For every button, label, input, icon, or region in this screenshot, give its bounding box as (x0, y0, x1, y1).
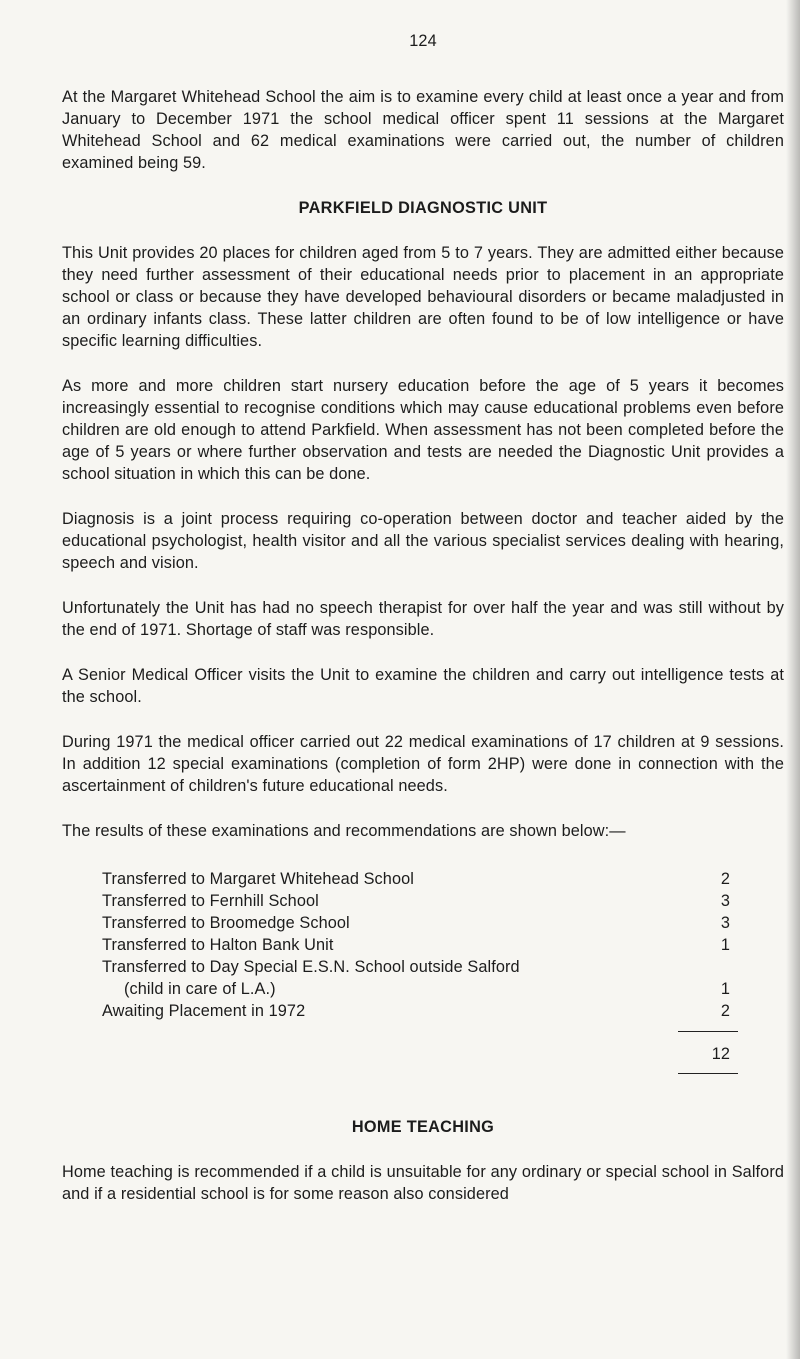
results-list (102, 868, 730, 1074)
list-item (102, 934, 730, 956)
list-item (102, 1000, 730, 1022)
paragraph-home-teaching: Home teaching is recommended if a child is unsuitable for any ordinary or special school in Salford and if a residential school is for some reason also considered (62, 1163, 784, 1203)
paragraph-senior-medical-officer: A Senior Medical Officer visits the Unit to examine the children and carry out intelligence tests at the school. (62, 666, 784, 706)
result-label: Transferred to Broomedge School (102, 914, 350, 932)
total-row (102, 1043, 730, 1065)
total-rule-top (678, 1031, 738, 1032)
paragraph-examinations-1971: During 1971 the medical officer carried out 22 medical examinations of 17 children at 9 sessions. In addition 12 special examinations (completion of form 2HP) were done in connection with the ascertainment of children's future educational needs. (62, 733, 784, 795)
result-label: (child in care of L.A.) (124, 980, 276, 998)
list-item (102, 890, 730, 912)
result-label: Transferred to Day Special E.S.N. School outside Salford (102, 958, 520, 976)
paragraph-speech-therapist: Unfortunately the Unit has had no speech therapist for over half the year and was still without by the end of 1971. Shortage of staff was responsible. (62, 599, 784, 639)
paragraph-results-intro: The results of these examinations and recommendations are shown below:— (62, 822, 626, 840)
paragraph-nursery-education: As more and more children start nursery education before the age of 5 years it becomes increasingly essential to recognise conditions which may cause educational problems even before children are old enough to attend Parkfield. When assessment has not been completed before the age of 5 years or where further observation and tests are needed the Diagnostic Unit provides a school situation in which this can be done. (62, 377, 784, 483)
result-label: Transferred to Margaret Whitehead School (102, 870, 414, 888)
result-count: 2 (720, 1002, 730, 1020)
heading-parkfield-diagnostic-unit: PARKFIELD DIAGNOSTIC UNIT (298, 199, 548, 217)
result-count (700, 956, 730, 978)
result-count: 3 (720, 914, 730, 932)
result-label: Awaiting Placement in 1972 (102, 1002, 306, 1020)
list-item (102, 978, 730, 1000)
result-count: 3 (720, 892, 730, 910)
heading-home-teaching: HOME TEACHING (351, 1118, 495, 1136)
page-number: 124 (409, 32, 437, 50)
paragraph-diagnosis: Diagnosis is a joint process requiring co-operation between doctor and teacher aided by the educational psychologist, health visitor and all the various specialist services dealing with hearing, speech and vision. (62, 510, 784, 572)
result-count: 1 (720, 980, 730, 998)
result-label: Transferred to Halton Bank Unit (102, 936, 334, 954)
result-label: Transferred to Fernhill School (102, 892, 319, 910)
result-count: 1 (720, 936, 730, 954)
list-item (102, 912, 730, 934)
document-page (62, 30, 784, 1228)
list-item (102, 868, 730, 890)
paragraph-unit-places: This Unit provides 20 places for children aged from 5 to 7 years. They are admitted either because they need further assessment of their educational needs prior to placement in an appropriate school or class or because they have developed behavioural disorders or became maladjusted in an ordinary infants class. These latter children are often found to be of low intelligence or have specific learning difficulties. (62, 244, 784, 350)
total-rule-bottom (678, 1073, 738, 1074)
list-item (102, 956, 730, 978)
result-count: 2 (720, 870, 730, 888)
page-edge-shadow (786, 0, 800, 1359)
result-total: 12 (711, 1045, 730, 1063)
paragraph-margaret-whitehead: At the Margaret Whitehead School the aim is to examine every child at least once a year and from January to December 1971 the school medical officer spent 11 sessions at the Margaret Whitehead School and 62 medical examinations were carried out, the number of children examined being 59. (62, 88, 784, 172)
